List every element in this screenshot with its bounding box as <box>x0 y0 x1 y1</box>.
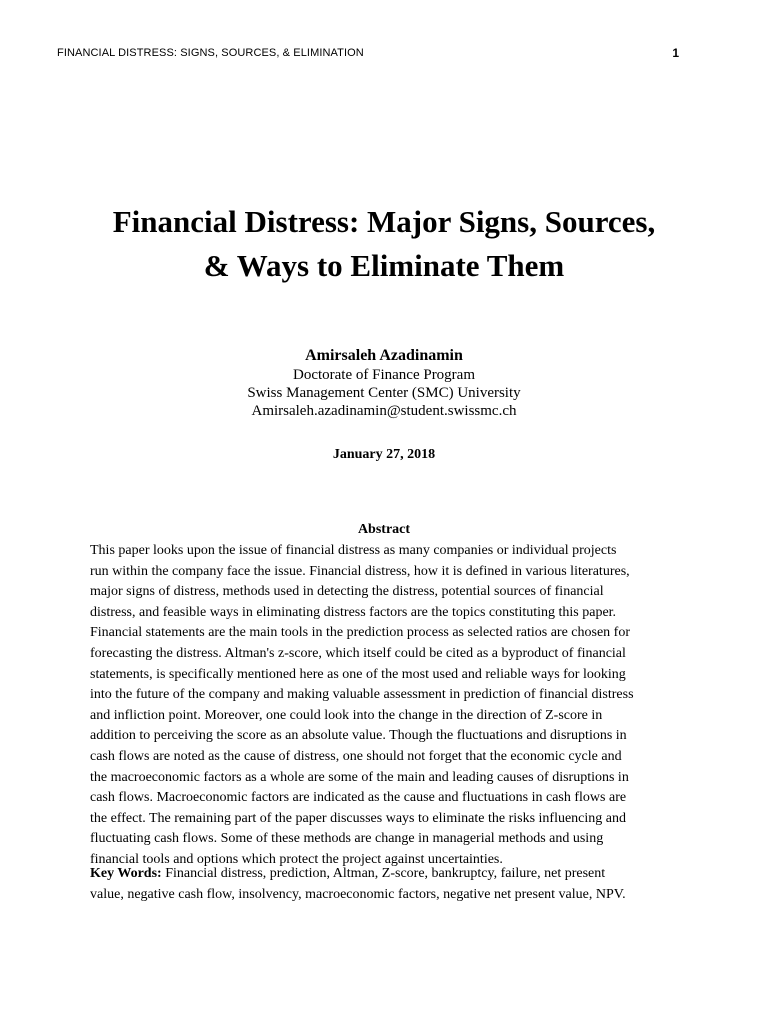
keywords-line-1 <box>90 864 680 885</box>
abstract-line: cash flows. Macroeconomic factors are indicated as the cause and fluctuations in cash flows are <box>90 790 627 806</box>
keywords-label: Key Words: <box>90 866 162 881</box>
abstract-line: fluctuating cash flows. Some of these methods are change in managerial methods and using <box>90 831 604 847</box>
abstract-line: addition to perceiving the score as an absolute value. Though the fluctuations and disruptions in <box>90 728 627 744</box>
abstract-line: the effect. The remaining part of the paper discusses ways to eliminate the risks influencing and <box>90 810 626 826</box>
abstract-line: forecasting the distress. Altman's z-score, which itself could be cited as a byproduct of financial <box>90 645 626 661</box>
abstract-line: into the future of the company and making valuable assessment in prediction of financial distress <box>90 687 634 703</box>
abstract-line: distress, and feasible ways in eliminating distress factors are the topics constituting this paper. <box>90 604 617 620</box>
page-number: 1 <box>672 46 679 60</box>
abstract-heading: Abstract <box>357 522 411 537</box>
abstract-line: cash flows are noted as the cause of distress, one should not forget that the economic cycle and <box>90 748 622 764</box>
keywords-text-1: Financial distress, prediction, Altman, Z-score, bankruptcy, failure, net present <box>161 866 606 881</box>
keywords-line-2: value, negative cash flow, insolvency, macroeconomic factors, negative net present value, NPV. <box>90 886 626 902</box>
abstract-line: financial tools and options which protect the project against uncertainties. <box>90 851 503 867</box>
title-line-1: Financial Distress: Major Signs, Sources, <box>112 204 656 239</box>
abstract-line: This paper looks upon the issue of financial distress as many companies or individual projects <box>90 543 617 558</box>
author-name: Amirsaleh Azadinamin <box>305 347 463 364</box>
abstract-line: Financial statements are the main tools in the prediction process as selected ratios are chosen for <box>90 625 630 641</box>
abstract-body <box>90 541 680 871</box>
abstract-line: statements, is specifically mentioned here as one of the most used and reliable ways for looking <box>90 666 626 682</box>
abstract-line: major signs of distress, methods used in detecting the distress, potential sources of financial <box>90 584 604 600</box>
author-program: Doctorate of Finance Program <box>292 367 476 383</box>
keywords <box>90 864 680 905</box>
author-institution: Swiss Management Center (SMC) University <box>247 385 521 401</box>
abstract-line: and infliction point. Moreover, one could look into the change in the direction of Z-score in <box>90 707 603 723</box>
title-line-2: & Ways to Eliminate Them <box>203 248 565 283</box>
abstract-line: the macroeconomic factors as a whole are some of the main and leading causes of disruptions in <box>90 769 629 785</box>
abstract-line: run within the company face the issue. Financial distress, how it is defined in various literatures, <box>90 563 630 579</box>
paper-date: January 27, 2018 <box>332 447 436 462</box>
author-email: Amirsaleh.azadinamin@student.swissmc.ch <box>251 403 517 419</box>
author-block <box>0 346 768 420</box>
paper-title <box>0 200 768 288</box>
running-head: FINANCIAL DISTRESS: SIGNS, SOURCES, & ELIMINATION <box>57 47 364 59</box>
